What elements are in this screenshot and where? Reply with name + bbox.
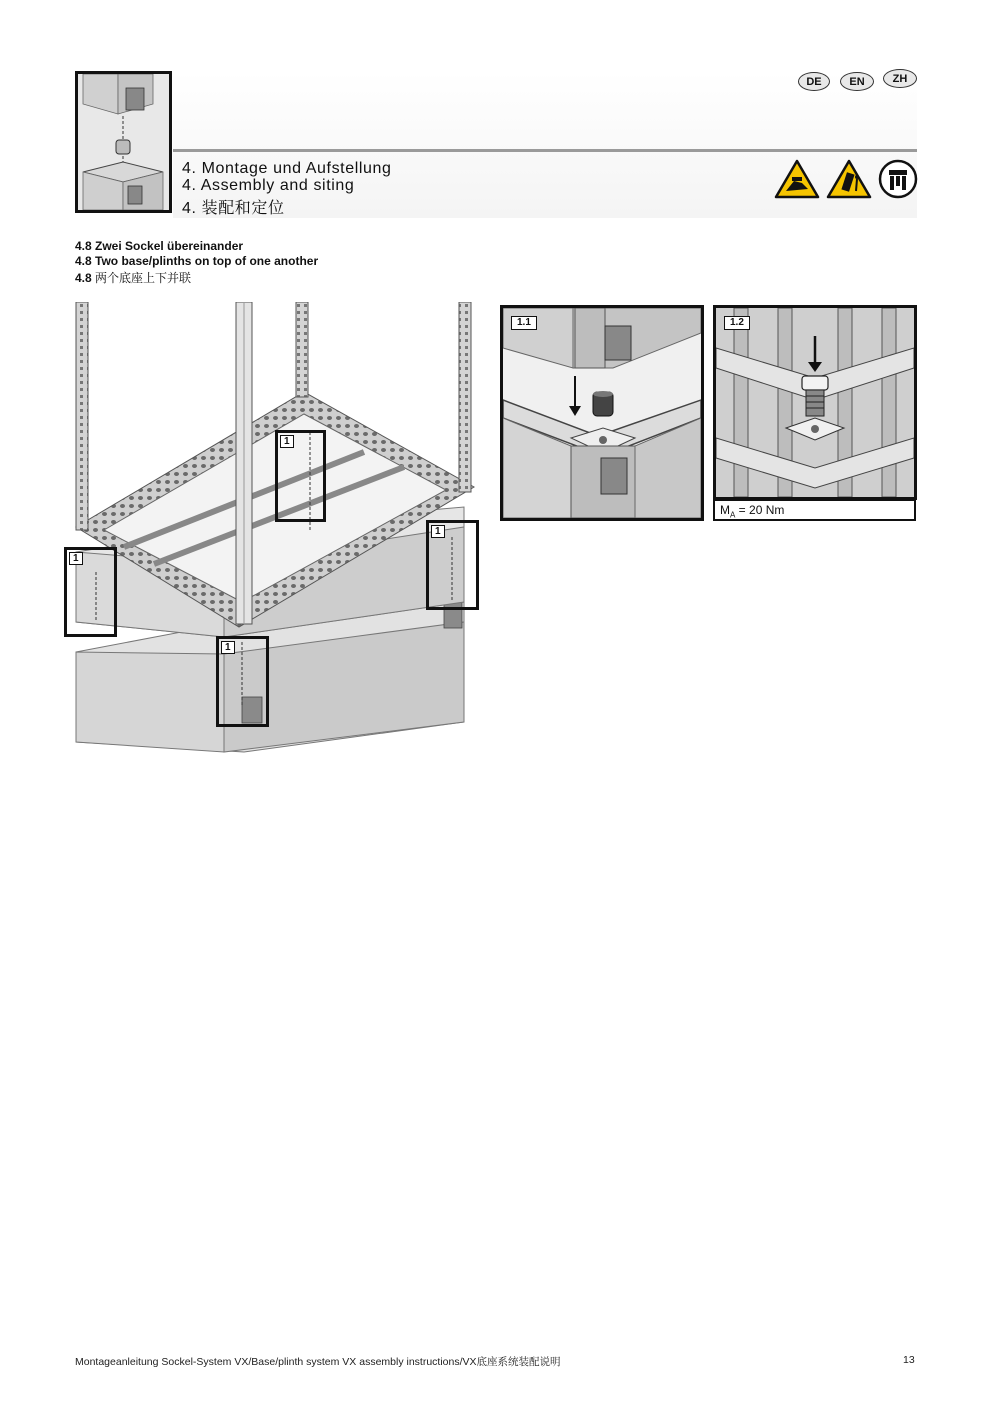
torque-spec <box>713 499 916 521</box>
detail-panel-1-1 <box>500 305 704 521</box>
plinth-corner-connector-illustration <box>503 308 701 518</box>
section-heading-en: 4.8 Two base/plinths on top of one another <box>75 254 319 268</box>
plinth-corner-thumbnail-icon <box>78 74 169 210</box>
detail-panel-1-2 <box>713 305 917 500</box>
crush-hazard-icon <box>774 159 820 199</box>
section-heading-zh <box>75 269 191 286</box>
title-en: 4. Assembly and siting <box>182 177 355 194</box>
callout-box-bottom[interactable] <box>216 636 269 727</box>
screw-tightening-illustration <box>716 308 914 497</box>
callout-box-center[interactable] <box>275 430 326 522</box>
callout-number: 1 <box>69 552 83 565</box>
title-zh: 4. 装配和定位 <box>182 200 285 217</box>
callout-box-right[interactable] <box>426 520 479 610</box>
stacked-plinth-enclosure-illustration <box>64 302 478 758</box>
title-de: 4. Montage und Aufstellung <box>182 160 392 177</box>
footer-text: Montageanleitung Sockel-System VX/Base/plinth system VX assembly instructions/VX底座系统装配说明 <box>75 1356 561 1368</box>
callout-number: 1 <box>431 525 445 538</box>
lang-badge-de[interactable]: DE <box>798 72 830 91</box>
section-heading-de: 4.8 Zwei Sockel übereinander <box>75 239 244 253</box>
header-thumbnail <box>75 71 172 213</box>
torque-symbol: M <box>720 503 730 517</box>
lang-badge-zh[interactable]: ZH <box>883 69 917 88</box>
tipping-hazard-icon <box>826 159 872 199</box>
header-rule <box>173 149 917 152</box>
detail-label: 1.1 <box>511 316 537 330</box>
section-text-zh: 两个底座上下并联 <box>95 271 192 285</box>
torque-value: = 20 Nm <box>735 503 785 517</box>
callout-number: 1 <box>221 641 235 654</box>
two-person-lift-icon <box>878 158 918 200</box>
torque-subscript: A <box>730 510 736 520</box>
detail-label: 1.2 <box>724 316 750 330</box>
main-illustration <box>64 302 478 758</box>
page-number: 13 <box>903 1354 915 1366</box>
callout-box-left[interactable] <box>64 547 117 637</box>
section-number-zh: 4.8 <box>75 271 92 285</box>
lang-badge-en[interactable]: EN <box>840 72 874 91</box>
callout-number: 1 <box>280 435 294 448</box>
